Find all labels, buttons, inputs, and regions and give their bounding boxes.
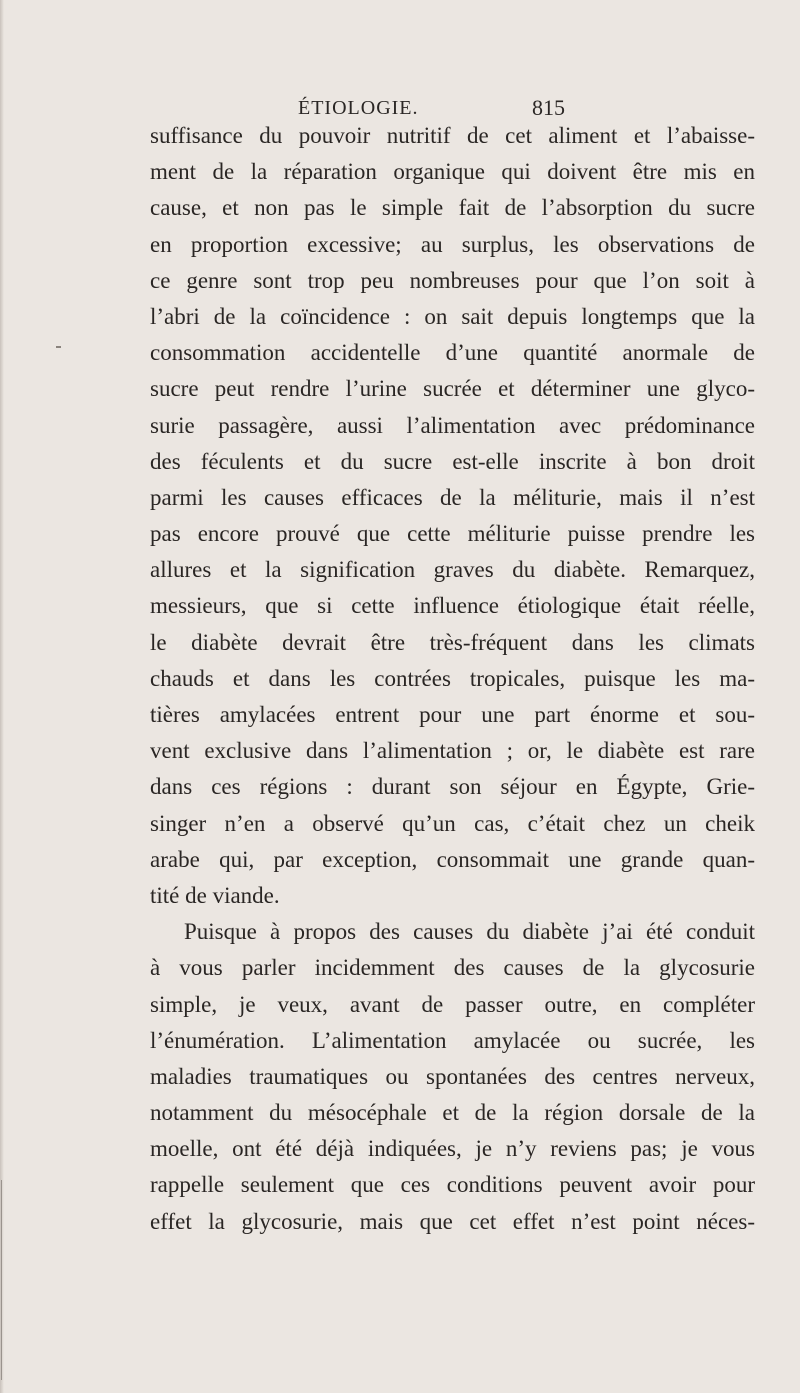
- text-line: vent exclusive dans l’alimentation ; or, le diabète est rare: [150, 738, 755, 764]
- text-line: des féculents et du sucre est-elle inscrite à bon droit: [150, 448, 755, 474]
- text-line: ce genre sont trop peu nombreuses pour que l’on soit à: [150, 267, 755, 293]
- text-line: l’abri de la coïncidence : on sait depuis longtemps que la: [150, 303, 755, 329]
- text-line: l’énumération. L’alimentation amylacée ou sucrée, les: [150, 1027, 755, 1053]
- text-line: dans ces régions : durant son séjour en Égypte, Grie-: [150, 774, 755, 800]
- margin-mark: [56, 346, 61, 348]
- text-line: messieurs, que si cette influence étiologique était réelle,: [150, 593, 755, 619]
- text-line: effet la glycosurie, mais que cet effet n’est point néces-: [150, 1208, 755, 1234]
- text-line: arabe qui, par exception, consommait une grande quan-: [150, 846, 755, 872]
- text-line: surie passagère, aussi l’alimentation avec prédominance: [150, 412, 755, 438]
- text-line: ment de la réparation organique qui doivent être mis en: [150, 159, 755, 185]
- text-line: à vous parler incidemment des causes de la glycosurie: [150, 955, 755, 981]
- running-title: ÉTIOLOGIE.: [298, 97, 419, 119]
- text-line: suffisance du pouvoir nutritif de cet aliment et l’abaisse-: [150, 123, 755, 148]
- text-line: moelle, ont été déjà indiquées, je n’y reviens pas; je vous: [150, 1136, 755, 1162]
- page-number: 815: [532, 95, 565, 120]
- text-body: [150, 118, 755, 1240]
- text-line: maladies traumatiques ou spontanées des centres nerveux,: [150, 1063, 755, 1089]
- text-line: allures et la signification graves du diabète. Remarquez,: [150, 557, 755, 583]
- margin-rule: [1, 1180, 2, 1380]
- text-line: tières amylacées entrent pour une part énorme et sou-: [150, 702, 755, 727]
- paragraph-first-line: Puisque à propos des causes du diabète j’ai été conduit: [184, 919, 755, 945]
- text-line: sucre peut rendre l’urine sucrée et déterminer une glyco-: [150, 376, 755, 402]
- text-line: consommation accidentelle d’une quantité anormale de: [150, 340, 755, 366]
- text-line: le diabète devrait être très-fréquent dans les climats: [150, 629, 755, 655]
- text-line: parmi les causes efficaces de la méliturie, mais il n’est: [150, 484, 755, 510]
- text-line: rappelle seulement que ces conditions peuvent avoir pour: [150, 1172, 755, 1198]
- paragraph-end-line: tité de viande.: [150, 882, 280, 908]
- text-line: singer n’en a observé qu’un cas, c’était chez un cheik: [150, 810, 755, 836]
- text-line: chauds et dans les contrées tropicales, puisque les ma-: [150, 665, 755, 691]
- text-line: notamment du mésocéphale et de la région dorsale de la: [150, 1100, 755, 1126]
- text-line: cause, et non pas le simple fait de l’absorption du sucre: [150, 195, 755, 221]
- text-line: pas encore prouvé que cette méliturie puisse prendre les: [150, 521, 755, 547]
- text-line: en proportion excessive; au surplus, les observations de: [150, 231, 755, 257]
- text-line: simple, je veux, avant de passer outre, en compléter: [150, 991, 755, 1017]
